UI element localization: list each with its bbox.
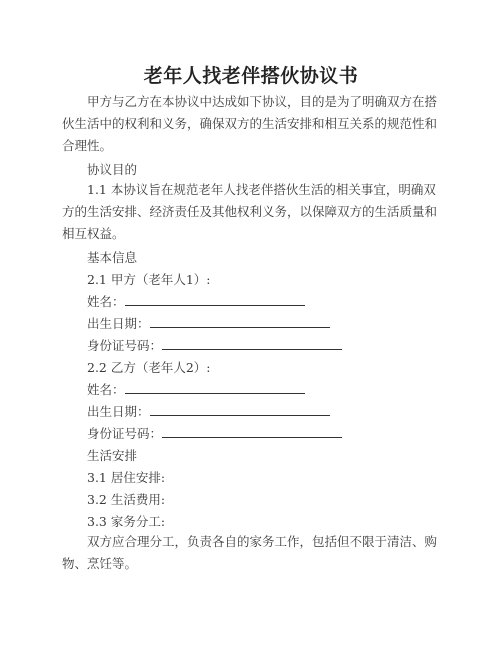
party-a-birth-label: 出生日期： bbox=[87, 316, 150, 331]
party-a-id-label: 身份证号码： bbox=[87, 338, 163, 353]
party-b-birth-blank bbox=[150, 405, 330, 416]
section3-3-text: 双方应合理分工，负责各自的家务工作，包括但不限于清洁、购物、烹饪等。 bbox=[62, 534, 438, 571]
party-b-birth-label: 出生日期： bbox=[87, 404, 150, 419]
section3-2: 3.2 生活费用: bbox=[87, 492, 166, 507]
party-b-birth-row bbox=[87, 404, 330, 420]
intro-paragraph bbox=[62, 91, 442, 157]
section3-1: 3.1 居住安排: bbox=[87, 470, 166, 485]
section1-heading: 协议目的 bbox=[87, 162, 138, 177]
section1-1-paragraph bbox=[62, 179, 442, 245]
section3-3-paragraph bbox=[62, 531, 442, 575]
section1-1-text: 1.1 本协议旨在规范老年人找老伴搭伙生活的相关事宜，明确双方的生活安排、经济责任及其他权利义务，以保障双方的生活质量和相互权益。 bbox=[62, 182, 438, 241]
party-a-name-label: 姓名： bbox=[87, 294, 125, 309]
party-a-id-blank bbox=[162, 339, 342, 350]
party-a-name-blank bbox=[125, 295, 305, 306]
party-a-birth-row bbox=[87, 316, 330, 332]
party-b-heading: 2.2 乙方（老年人2）: bbox=[87, 360, 211, 375]
party-a-id-row bbox=[87, 338, 342, 354]
intro-text: 甲方与乙方在本协议中达成如下协议，目的是为了明确双方在搭伙生活中的权利和义务，确保双方的生活安排和相互关系的规范性和合理性。 bbox=[62, 94, 438, 153]
party-b-id-row bbox=[87, 426, 342, 442]
section2-heading: 基本信息 bbox=[87, 250, 138, 265]
party-b-name-label: 姓名： bbox=[87, 382, 125, 397]
party-a-heading: 2.1 甲方（老年人1）: bbox=[87, 272, 211, 287]
party-b-name-blank bbox=[125, 383, 305, 394]
party-b-id-label: 身份证号码： bbox=[87, 426, 163, 441]
section3-heading: 生活安排 bbox=[87, 448, 138, 463]
party-b-name-row bbox=[87, 382, 305, 398]
party-b-id-blank bbox=[162, 427, 342, 438]
party-a-birth-blank bbox=[150, 317, 330, 328]
section3-3: 3.3 家务分工: bbox=[87, 514, 166, 529]
document-title: 老年人找老伴搭伙协议书 bbox=[143, 65, 359, 87]
party-a-name-row bbox=[87, 294, 305, 310]
